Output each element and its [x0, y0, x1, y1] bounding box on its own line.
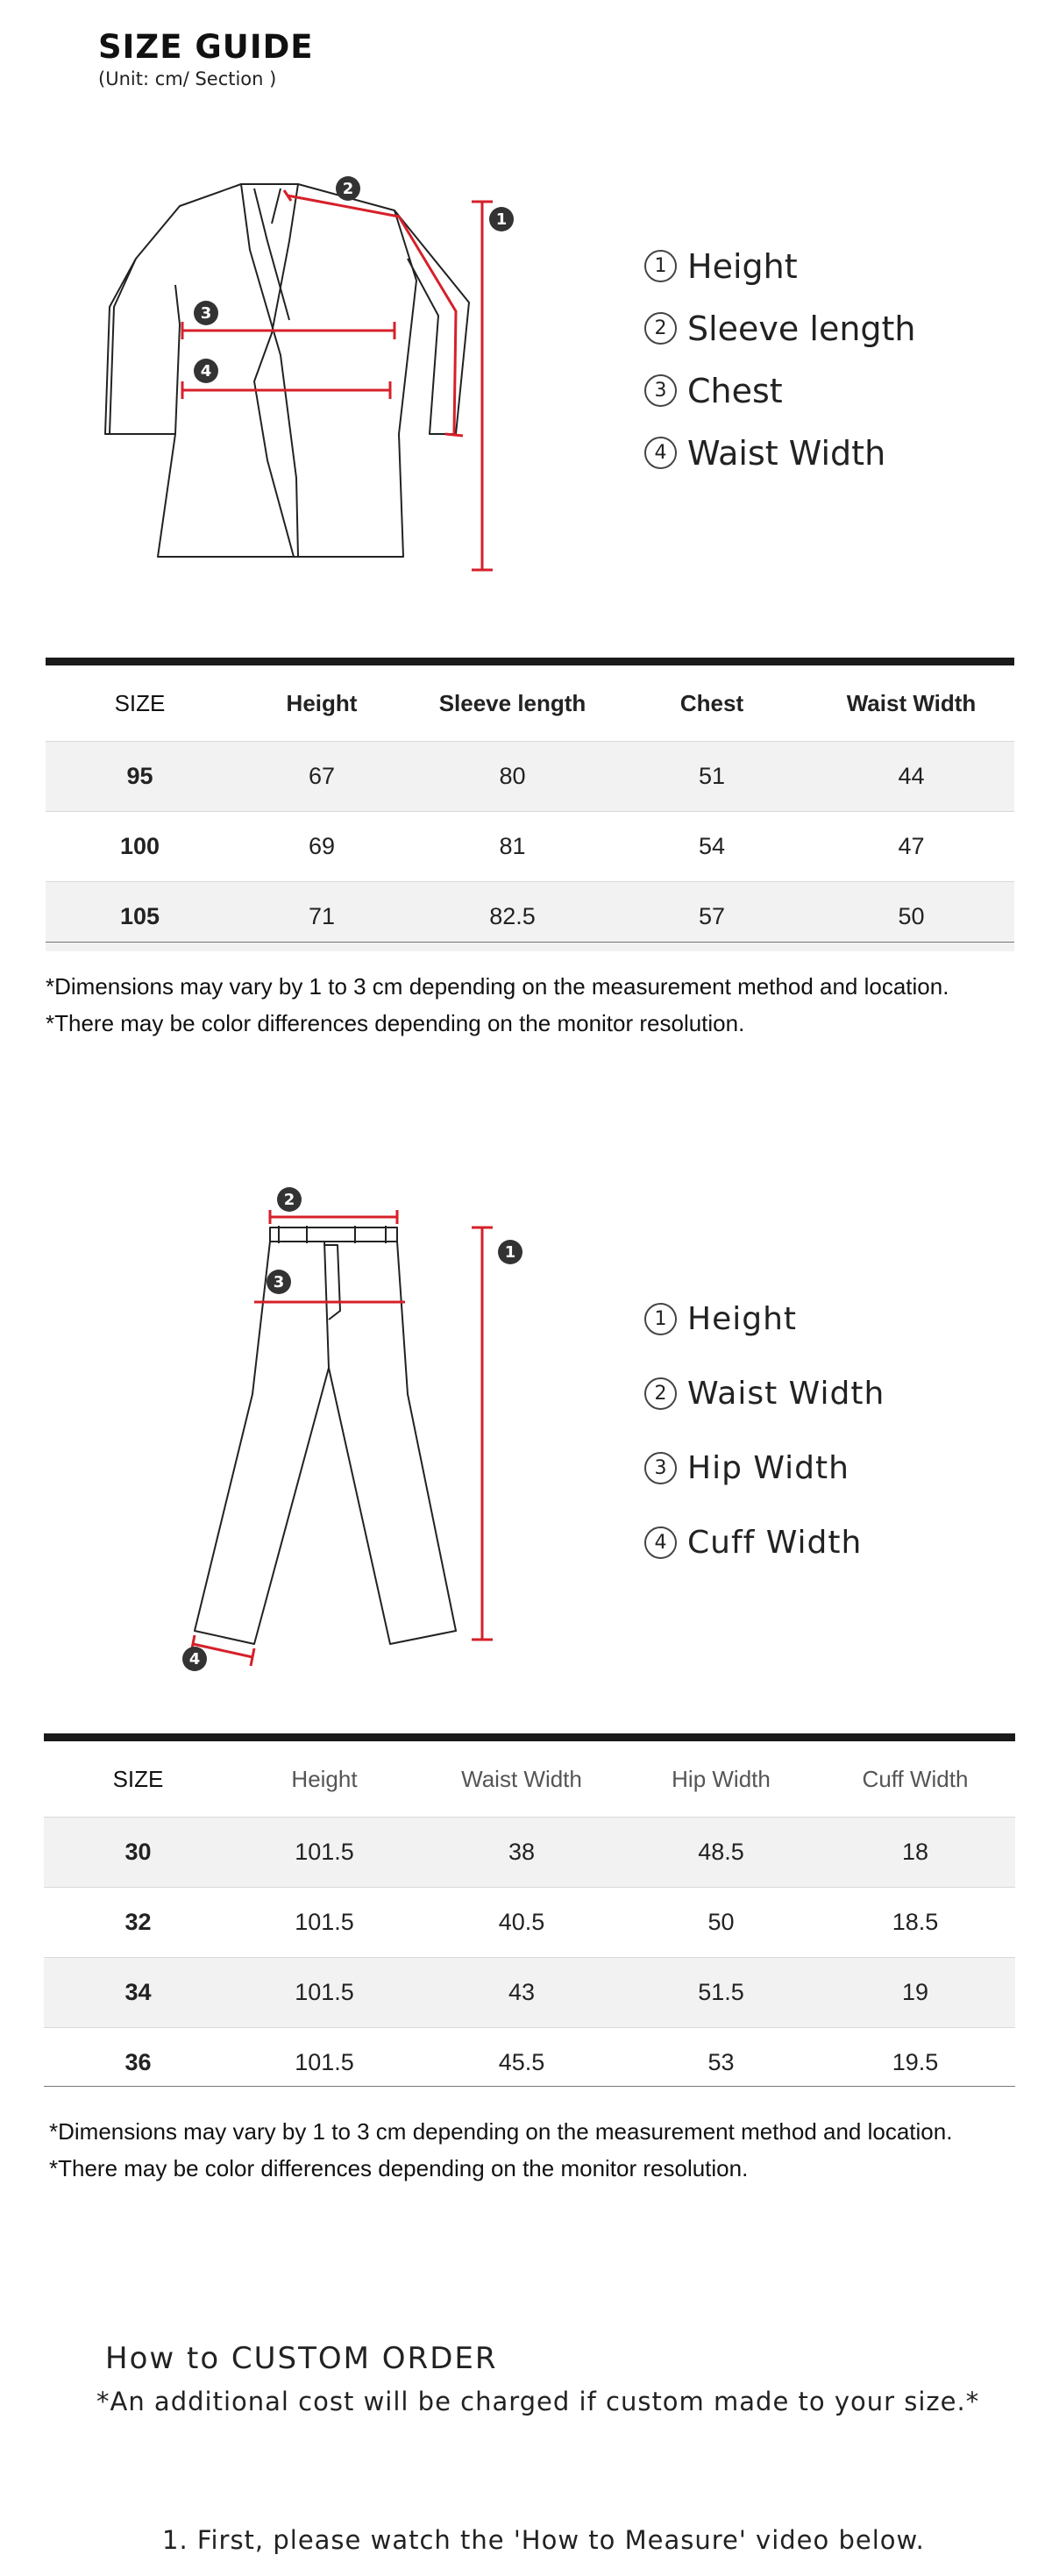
legend-item — [644, 235, 916, 297]
legend-label: Height — [687, 1301, 798, 1337]
svg-text:4: 4 — [200, 362, 212, 381]
table-cell: 54 — [615, 812, 808, 882]
table-cell: 101.5 — [232, 1958, 416, 2028]
table-cell: 101.5 — [232, 1888, 416, 1958]
table-cell: 51 — [615, 742, 808, 812]
legend-number: 4 — [644, 437, 677, 469]
column-header: Waist Width — [846, 689, 977, 716]
legend-label: Waist Width — [687, 433, 886, 473]
svg-text:3: 3 — [200, 304, 212, 323]
table-cell: 69 — [234, 812, 409, 882]
table-cell: 19 — [815, 1958, 1015, 2028]
legend-item — [644, 1431, 885, 1505]
table-cell: 45.5 — [416, 2028, 627, 2098]
table-cell: 80 — [409, 742, 615, 812]
size-cell: 100 — [46, 812, 234, 882]
table-cell: 67 — [234, 742, 409, 812]
svg-text:1: 1 — [504, 1243, 516, 1262]
table-cell: 47 — [808, 812, 1014, 882]
size-cell: 32 — [44, 1888, 232, 1958]
note-line: *There may be color differences depending on the monitor resolution. — [49, 2155, 749, 2181]
table-cell: 50 — [627, 1888, 815, 1958]
legend-number: 3 — [644, 374, 677, 407]
table-header-row — [44, 1741, 1015, 1818]
legend-item — [644, 1505, 885, 1580]
legend-label: Chest — [687, 371, 783, 410]
table-bottom-line — [46, 942, 1014, 943]
note-line: *Dimensions may vary by 1 to 3 cm depending on the measurement method and location. — [49, 2118, 953, 2145]
note-line: *There may be color differences depending on the monitor resolution. — [46, 1010, 745, 1036]
table-row — [46, 742, 1014, 812]
table-top-bar — [46, 658, 1014, 665]
pants-notes — [49, 2113, 952, 2187]
page-subtitle: (Unit: cm/ Section ) — [98, 68, 277, 89]
legend-item — [644, 1282, 885, 1356]
table-row — [44, 1888, 1015, 1958]
table-cell: 18 — [815, 1818, 1015, 1888]
table-cell: 19.5 — [815, 2028, 1015, 2098]
legend-item — [644, 297, 916, 359]
legend-number: 3 — [644, 1452, 677, 1484]
column-header: Cuff Width — [862, 1765, 969, 1792]
column-header: Hip Width — [672, 1765, 771, 1792]
table-cell: 101.5 — [232, 2028, 416, 2098]
legend-number: 4 — [644, 1526, 677, 1559]
legend-label: Sleeve length — [687, 309, 916, 348]
legend-label: Height — [687, 246, 798, 286]
size-cell: 30 — [44, 1818, 232, 1888]
table-cell: 48.5 — [627, 1818, 815, 1888]
table-row — [44, 1958, 1015, 2028]
size-cell: 36 — [44, 2028, 232, 2098]
table-cell: 44 — [808, 742, 1014, 812]
table-top-bar — [44, 1733, 1015, 1741]
table-row — [44, 2028, 1015, 2098]
pants-size-table — [44, 1741, 1015, 2097]
table-bottom-line — [44, 2086, 1015, 2087]
svg-text:3: 3 — [273, 1273, 285, 1292]
pants-legend — [644, 1282, 885, 1580]
custom-order-step: 1. First, please watch the 'How to Measure' video below. — [162, 2525, 925, 2555]
size-cell: 95 — [46, 742, 234, 812]
table-cell: 57 — [615, 882, 808, 952]
legend-label: Hip Width — [687, 1450, 849, 1486]
jacket-legend — [644, 235, 916, 484]
custom-order-title: How to CUSTOM ORDER — [105, 2341, 498, 2376]
table-cell: 101.5 — [232, 1818, 416, 1888]
column-header: SIZE — [112, 1765, 164, 1792]
legend-number: 1 — [644, 250, 677, 282]
table-cell: 51.5 — [627, 1958, 815, 2028]
table-cell: 43 — [416, 1958, 627, 2028]
svg-text:2: 2 — [342, 180, 354, 198]
column-header: Height — [291, 1765, 358, 1792]
column-header: Height — [286, 689, 358, 716]
legend-item — [644, 1356, 885, 1431]
column-header: SIZE — [114, 689, 166, 716]
column-header: Chest — [679, 689, 744, 716]
table-row — [44, 1818, 1015, 1888]
jacket-notes — [46, 968, 949, 1042]
table-cell: 18.5 — [815, 1888, 1015, 1958]
legend-label: Cuff Width — [687, 1525, 863, 1561]
table-cell: 82.5 — [409, 882, 615, 952]
svg-text:1: 1 — [495, 210, 508, 229]
table-cell: 40.5 — [416, 1888, 627, 1958]
legend-label: Waist Width — [687, 1376, 885, 1412]
table-cell: 50 — [808, 882, 1014, 952]
note-line: *Dimensions may vary by 1 to 3 cm depending on the measurement method and location. — [46, 973, 949, 1000]
legend-item — [644, 422, 916, 484]
table-cell: 38 — [416, 1818, 627, 1888]
svg-text:4: 4 — [188, 1650, 201, 1669]
column-header: Sleeve length — [438, 689, 586, 716]
svg-text:2: 2 — [283, 1191, 295, 1209]
table-cell: 81 — [409, 812, 615, 882]
legend-number: 1 — [644, 1303, 677, 1335]
jacket-size-table — [46, 665, 1014, 951]
column-header: Waist Width — [461, 1765, 582, 1792]
table-cell: 71 — [234, 882, 409, 952]
legend-number: 2 — [644, 1377, 677, 1410]
legend-number: 2 — [644, 312, 677, 345]
jacket-diagram — [96, 171, 552, 583]
page-title: SIZE GUIDE — [98, 28, 314, 66]
legend-item — [644, 359, 916, 422]
table-row — [46, 812, 1014, 882]
size-cell: 105 — [46, 882, 234, 952]
size-cell: 34 — [44, 1958, 232, 2028]
table-header-row — [46, 665, 1014, 742]
table-cell: 53 — [627, 2028, 815, 2098]
custom-order-note: *An additional cost will be charged if custom made to your size.* — [96, 2387, 980, 2416]
pants-diagram — [175, 1175, 544, 1683]
